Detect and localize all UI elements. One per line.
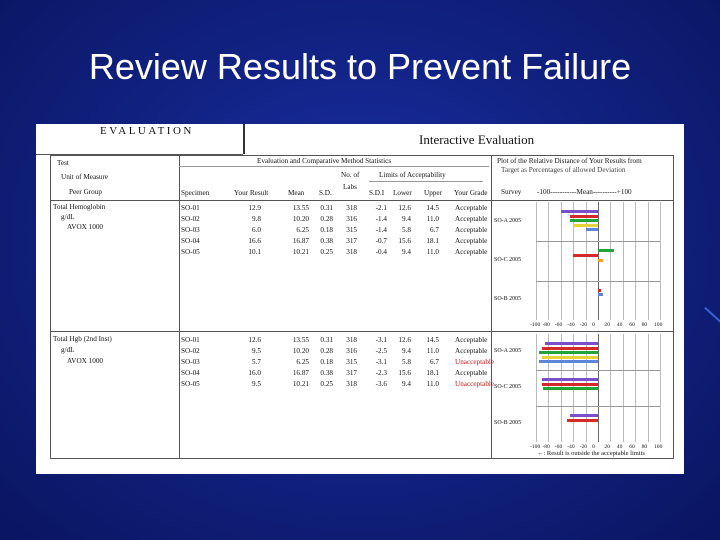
axis-tick-label: -20 bbox=[579, 444, 588, 450]
cell-your-result: 12.9 bbox=[248, 204, 261, 212]
test-name: Total Hemoglobin bbox=[53, 203, 106, 211]
cell-your-result: 9.8 bbox=[252, 215, 261, 223]
cell-labs: 318 bbox=[346, 248, 357, 256]
test-name: Total Hgb (2nd Inst) bbox=[53, 335, 112, 343]
interactive-evaluation-title: Interactive Evaluation bbox=[419, 132, 535, 147]
cell-labs: 317 bbox=[346, 369, 357, 377]
stats-divider bbox=[179, 166, 489, 167]
cell-upper: 14.5 bbox=[426, 204, 439, 212]
plot-gridline bbox=[635, 334, 636, 442]
axis-tick-label: -60 bbox=[554, 444, 563, 450]
column-divider bbox=[179, 156, 180, 458]
survey-band-divider bbox=[536, 241, 660, 242]
cell-sd: 0.38 bbox=[320, 237, 333, 245]
cell-specimen: SO-04 bbox=[181, 237, 200, 245]
cell-sd: 0.25 bbox=[320, 380, 333, 388]
col-your-result: Your Result bbox=[234, 189, 269, 197]
cell-mean: 10.20 bbox=[292, 215, 309, 223]
cell-sdi: -0.4 bbox=[375, 248, 387, 256]
axis-tick-label: -100 bbox=[530, 322, 541, 328]
survey-band-divider bbox=[536, 281, 660, 282]
no-of-label: No. of bbox=[341, 171, 360, 179]
deviation-bar bbox=[542, 383, 598, 386]
cell-labs: 315 bbox=[346, 358, 357, 366]
survey-label: SO-A 2005 bbox=[494, 348, 522, 354]
cell-sd: 0.18 bbox=[320, 358, 333, 366]
cell-lower: 12.6 bbox=[398, 336, 411, 344]
cell-grade: Acceptable bbox=[455, 204, 488, 212]
cell-mean: 10.21 bbox=[292, 380, 309, 388]
cell-sdi: -2.1 bbox=[375, 204, 387, 212]
cell-labs: 318 bbox=[346, 380, 357, 388]
survey-label: SO-A 2005 bbox=[494, 217, 522, 224]
deviation-bar bbox=[561, 210, 598, 213]
test-unit: g/dL bbox=[61, 213, 75, 221]
cell-upper: 11.0 bbox=[426, 215, 439, 223]
deviation-bar bbox=[598, 289, 601, 292]
axis-tick-label: 80 bbox=[641, 322, 648, 328]
survey-label: SO-C 2005 bbox=[494, 384, 522, 390]
axis-tick-label: -100 bbox=[530, 444, 541, 450]
cell-sd: 0.31 bbox=[320, 204, 333, 212]
cell-lower: 5.8 bbox=[402, 358, 411, 366]
survey-label: SO-B 2005 bbox=[494, 420, 522, 426]
cell-your-result: 9.5 bbox=[252, 380, 261, 388]
outside-limits-footnote: ←: Result is outside the acceptable limits bbox=[537, 450, 645, 457]
axis-tick-label: 60 bbox=[629, 444, 635, 450]
axis-tick-label: 80 bbox=[641, 444, 648, 450]
plot-gridline bbox=[648, 334, 649, 442]
cell-mean: 6.25 bbox=[296, 226, 309, 234]
axis-tick-label: 40 bbox=[616, 444, 623, 450]
deviation-bar bbox=[539, 351, 598, 354]
plot-title-line1: Plot of the Relative Distance of Your Results from bbox=[497, 157, 642, 165]
cell-specimen: SO-04 bbox=[181, 369, 200, 377]
axis-tick-label: 0 bbox=[592, 322, 595, 328]
cell-sdi: -1.4 bbox=[375, 226, 387, 234]
cell-your-result: 12.6 bbox=[248, 336, 261, 344]
deviation-plot bbox=[536, 334, 660, 442]
deviation-bar bbox=[539, 360, 598, 363]
cell-grade: Acceptable bbox=[455, 369, 488, 377]
deviation-bar bbox=[598, 293, 603, 296]
deviation-bar bbox=[570, 215, 598, 218]
cell-sdi: -2.3 bbox=[375, 369, 387, 377]
cell-specimen: SO-01 bbox=[181, 336, 200, 344]
cell-lower: 9.4 bbox=[402, 215, 411, 223]
axis-tick-label: 40 bbox=[616, 322, 623, 328]
plot-gridline bbox=[536, 202, 537, 320]
axis-tick-label: -40 bbox=[567, 444, 575, 450]
deviation-bar bbox=[573, 254, 598, 257]
cell-upper: 18.1 bbox=[426, 237, 439, 245]
cell-your-result: 5.7 bbox=[252, 358, 261, 366]
survey-band-divider bbox=[536, 406, 660, 407]
cell-grade: Acceptable bbox=[455, 336, 488, 344]
cell-mean: 13.55 bbox=[292, 204, 309, 212]
deviation-bar bbox=[542, 347, 598, 350]
header-unit: Unit of Measure bbox=[61, 173, 109, 181]
cell-your-result: 9.5 bbox=[252, 347, 261, 355]
cell-grade: Unacceptable bbox=[455, 380, 495, 388]
cell-sdi: -3.6 bbox=[375, 380, 387, 388]
survey-label: SO-C 2005 bbox=[494, 257, 522, 263]
survey-label: Survey bbox=[501, 188, 522, 196]
cell-lower: 12.6 bbox=[398, 204, 411, 212]
decorative-line bbox=[704, 307, 720, 323]
cell-mean: 16.87 bbox=[292, 237, 309, 245]
test-peer-group: AVOX 1000 bbox=[67, 357, 104, 365]
plot-gridline bbox=[536, 334, 537, 442]
slide-title: Review Results to Prevent Failure bbox=[88, 46, 632, 87]
column-divider bbox=[491, 156, 492, 458]
col-sd: S.D. bbox=[319, 189, 332, 197]
cell-specimen: SO-01 bbox=[181, 204, 200, 212]
axis-tick-label: 100 bbox=[654, 444, 663, 450]
labs-label: Labs bbox=[343, 183, 357, 191]
test-unit: g/dL bbox=[61, 346, 75, 354]
cell-lower: 5.8 bbox=[402, 226, 411, 234]
plot-gridline bbox=[610, 334, 611, 442]
deviation-bar bbox=[543, 387, 598, 390]
cell-grade: Acceptable bbox=[455, 347, 488, 355]
survey-label: SO-B 2005 bbox=[494, 296, 522, 303]
results-grid bbox=[50, 155, 674, 459]
plot-gridline bbox=[648, 202, 649, 320]
plot-gridline bbox=[598, 334, 599, 442]
cell-lower: 15.6 bbox=[398, 369, 411, 377]
cell-labs: 316 bbox=[346, 215, 357, 223]
cell-upper: 18.1 bbox=[426, 369, 439, 377]
evaluation-label: EVALUATION bbox=[100, 125, 194, 137]
plot-gridline bbox=[548, 202, 549, 320]
cell-sdi: -3.1 bbox=[375, 336, 387, 344]
deviation-scale: -100-----------Mean----------+100 bbox=[537, 188, 632, 196]
col-mean: Mean bbox=[288, 189, 305, 197]
limits-underline bbox=[369, 181, 483, 182]
cell-labs: 317 bbox=[346, 237, 357, 245]
deviation-plot bbox=[536, 202, 660, 320]
cell-labs: 315 bbox=[346, 226, 357, 234]
cell-upper: 11.0 bbox=[426, 347, 439, 355]
cell-grade: Unacceptable bbox=[455, 358, 495, 366]
deviation-bar bbox=[573, 224, 598, 227]
cell-mean: 10.20 bbox=[292, 347, 309, 355]
deviation-bar bbox=[567, 419, 598, 422]
deviation-bar bbox=[570, 414, 598, 417]
cell-sdi: -1.4 bbox=[375, 215, 387, 223]
cell-sdi: -2.5 bbox=[375, 347, 387, 355]
header-test: Test bbox=[57, 159, 69, 167]
stats-title: Evaluation and Comparative Method Statistics bbox=[257, 157, 392, 165]
cell-lower: 15.6 bbox=[398, 237, 411, 245]
cell-specimen: SO-02 bbox=[181, 347, 200, 355]
survey-band-divider bbox=[536, 370, 660, 371]
cell-specimen: SO-03 bbox=[181, 358, 200, 366]
cell-labs: 318 bbox=[346, 336, 357, 344]
cell-mean: 10.21 bbox=[292, 248, 309, 256]
plot-gridline bbox=[623, 202, 624, 320]
plot-gridline bbox=[635, 202, 636, 320]
col-sdi: S.D.I bbox=[369, 189, 385, 197]
cell-lower: 9.4 bbox=[402, 248, 411, 256]
col-upper: Upper bbox=[424, 189, 442, 197]
deviation-bar bbox=[542, 356, 598, 359]
section-divider bbox=[51, 331, 673, 332]
evaluation-report bbox=[36, 124, 684, 474]
cell-mean: 13.55 bbox=[292, 336, 309, 344]
plot-gridline bbox=[660, 202, 661, 320]
axis-tick-label: -20 bbox=[579, 322, 588, 328]
cell-upper: 11.0 bbox=[426, 380, 439, 388]
limits-title: Limits of Acceptability bbox=[379, 171, 446, 179]
cell-your-result: 16.6 bbox=[248, 237, 261, 245]
cell-labs: 316 bbox=[346, 347, 357, 355]
deviation-bar bbox=[570, 219, 598, 222]
deviation-bar bbox=[586, 228, 598, 231]
deviation-bar bbox=[542, 378, 598, 381]
axis-tick-label: 20 bbox=[604, 444, 610, 450]
cell-sd: 0.25 bbox=[320, 248, 333, 256]
cell-upper: 6.7 bbox=[430, 226, 439, 234]
cell-your-result: 6.0 bbox=[252, 226, 261, 234]
plot-title-line2: Target as Percentages of allowed Deviation bbox=[501, 166, 626, 174]
cell-sd: 0.38 bbox=[320, 369, 333, 377]
header-separator bbox=[243, 124, 245, 154]
header-divider bbox=[51, 200, 673, 201]
plot-gridline bbox=[561, 202, 562, 320]
cell-specimen: SO-03 bbox=[181, 226, 200, 234]
col-your-grade: Your Grade bbox=[454, 189, 488, 197]
cell-sd: 0.28 bbox=[320, 347, 333, 355]
cell-sdi: -3.1 bbox=[375, 358, 387, 366]
col-lower: Lower bbox=[393, 189, 412, 197]
report-header-left bbox=[36, 124, 243, 155]
cell-upper: 14.5 bbox=[426, 336, 439, 344]
cell-lower: 9.4 bbox=[402, 380, 411, 388]
deviation-bar bbox=[598, 249, 614, 252]
cell-sd: 0.18 bbox=[320, 226, 333, 234]
axis-tick-label: 60 bbox=[629, 322, 635, 328]
cell-sd: 0.31 bbox=[320, 336, 333, 344]
axis-tick-label: -80 bbox=[542, 322, 550, 328]
cell-mean: 16.87 bbox=[292, 369, 309, 377]
axis-tick-label: 20 bbox=[604, 322, 610, 328]
cell-mean: 6.25 bbox=[296, 358, 309, 366]
cell-your-result: 10.1 bbox=[248, 248, 261, 256]
cell-sd: 0.28 bbox=[320, 215, 333, 223]
cell-grade: Acceptable bbox=[455, 237, 488, 245]
cell-specimen: SO-02 bbox=[181, 215, 200, 223]
plot-gridline bbox=[610, 202, 611, 320]
cell-grade: Acceptable bbox=[455, 226, 488, 234]
cell-labs: 318 bbox=[346, 204, 357, 212]
axis-tick-label: -80 bbox=[542, 444, 550, 450]
cell-lower: 9.4 bbox=[402, 347, 411, 355]
cell-specimen: SO-05 bbox=[181, 248, 200, 256]
header-peer-group: Peer Group bbox=[69, 188, 102, 196]
test-peer-group: AVOX 1000 bbox=[67, 223, 104, 231]
cell-sdi: -0.7 bbox=[375, 237, 387, 245]
plot-gridline bbox=[623, 334, 624, 442]
deviation-bar bbox=[598, 259, 603, 262]
plot-gridline bbox=[660, 334, 661, 442]
axis-tick-label: -60 bbox=[554, 322, 563, 328]
cell-grade: Acceptable bbox=[455, 248, 488, 256]
cell-specimen: SO-05 bbox=[181, 380, 200, 388]
axis-tick-label: 0 bbox=[592, 444, 595, 450]
col-specimen: Specimen bbox=[181, 189, 210, 197]
cell-upper: 11.0 bbox=[426, 248, 439, 256]
cell-grade: Acceptable bbox=[455, 215, 488, 223]
cell-upper: 6.7 bbox=[430, 358, 439, 366]
deviation-bar bbox=[545, 342, 598, 345]
axis-tick-label: 100 bbox=[654, 322, 663, 328]
axis-tick-label: -40 bbox=[567, 322, 575, 328]
cell-your-result: 16.0 bbox=[248, 369, 261, 377]
